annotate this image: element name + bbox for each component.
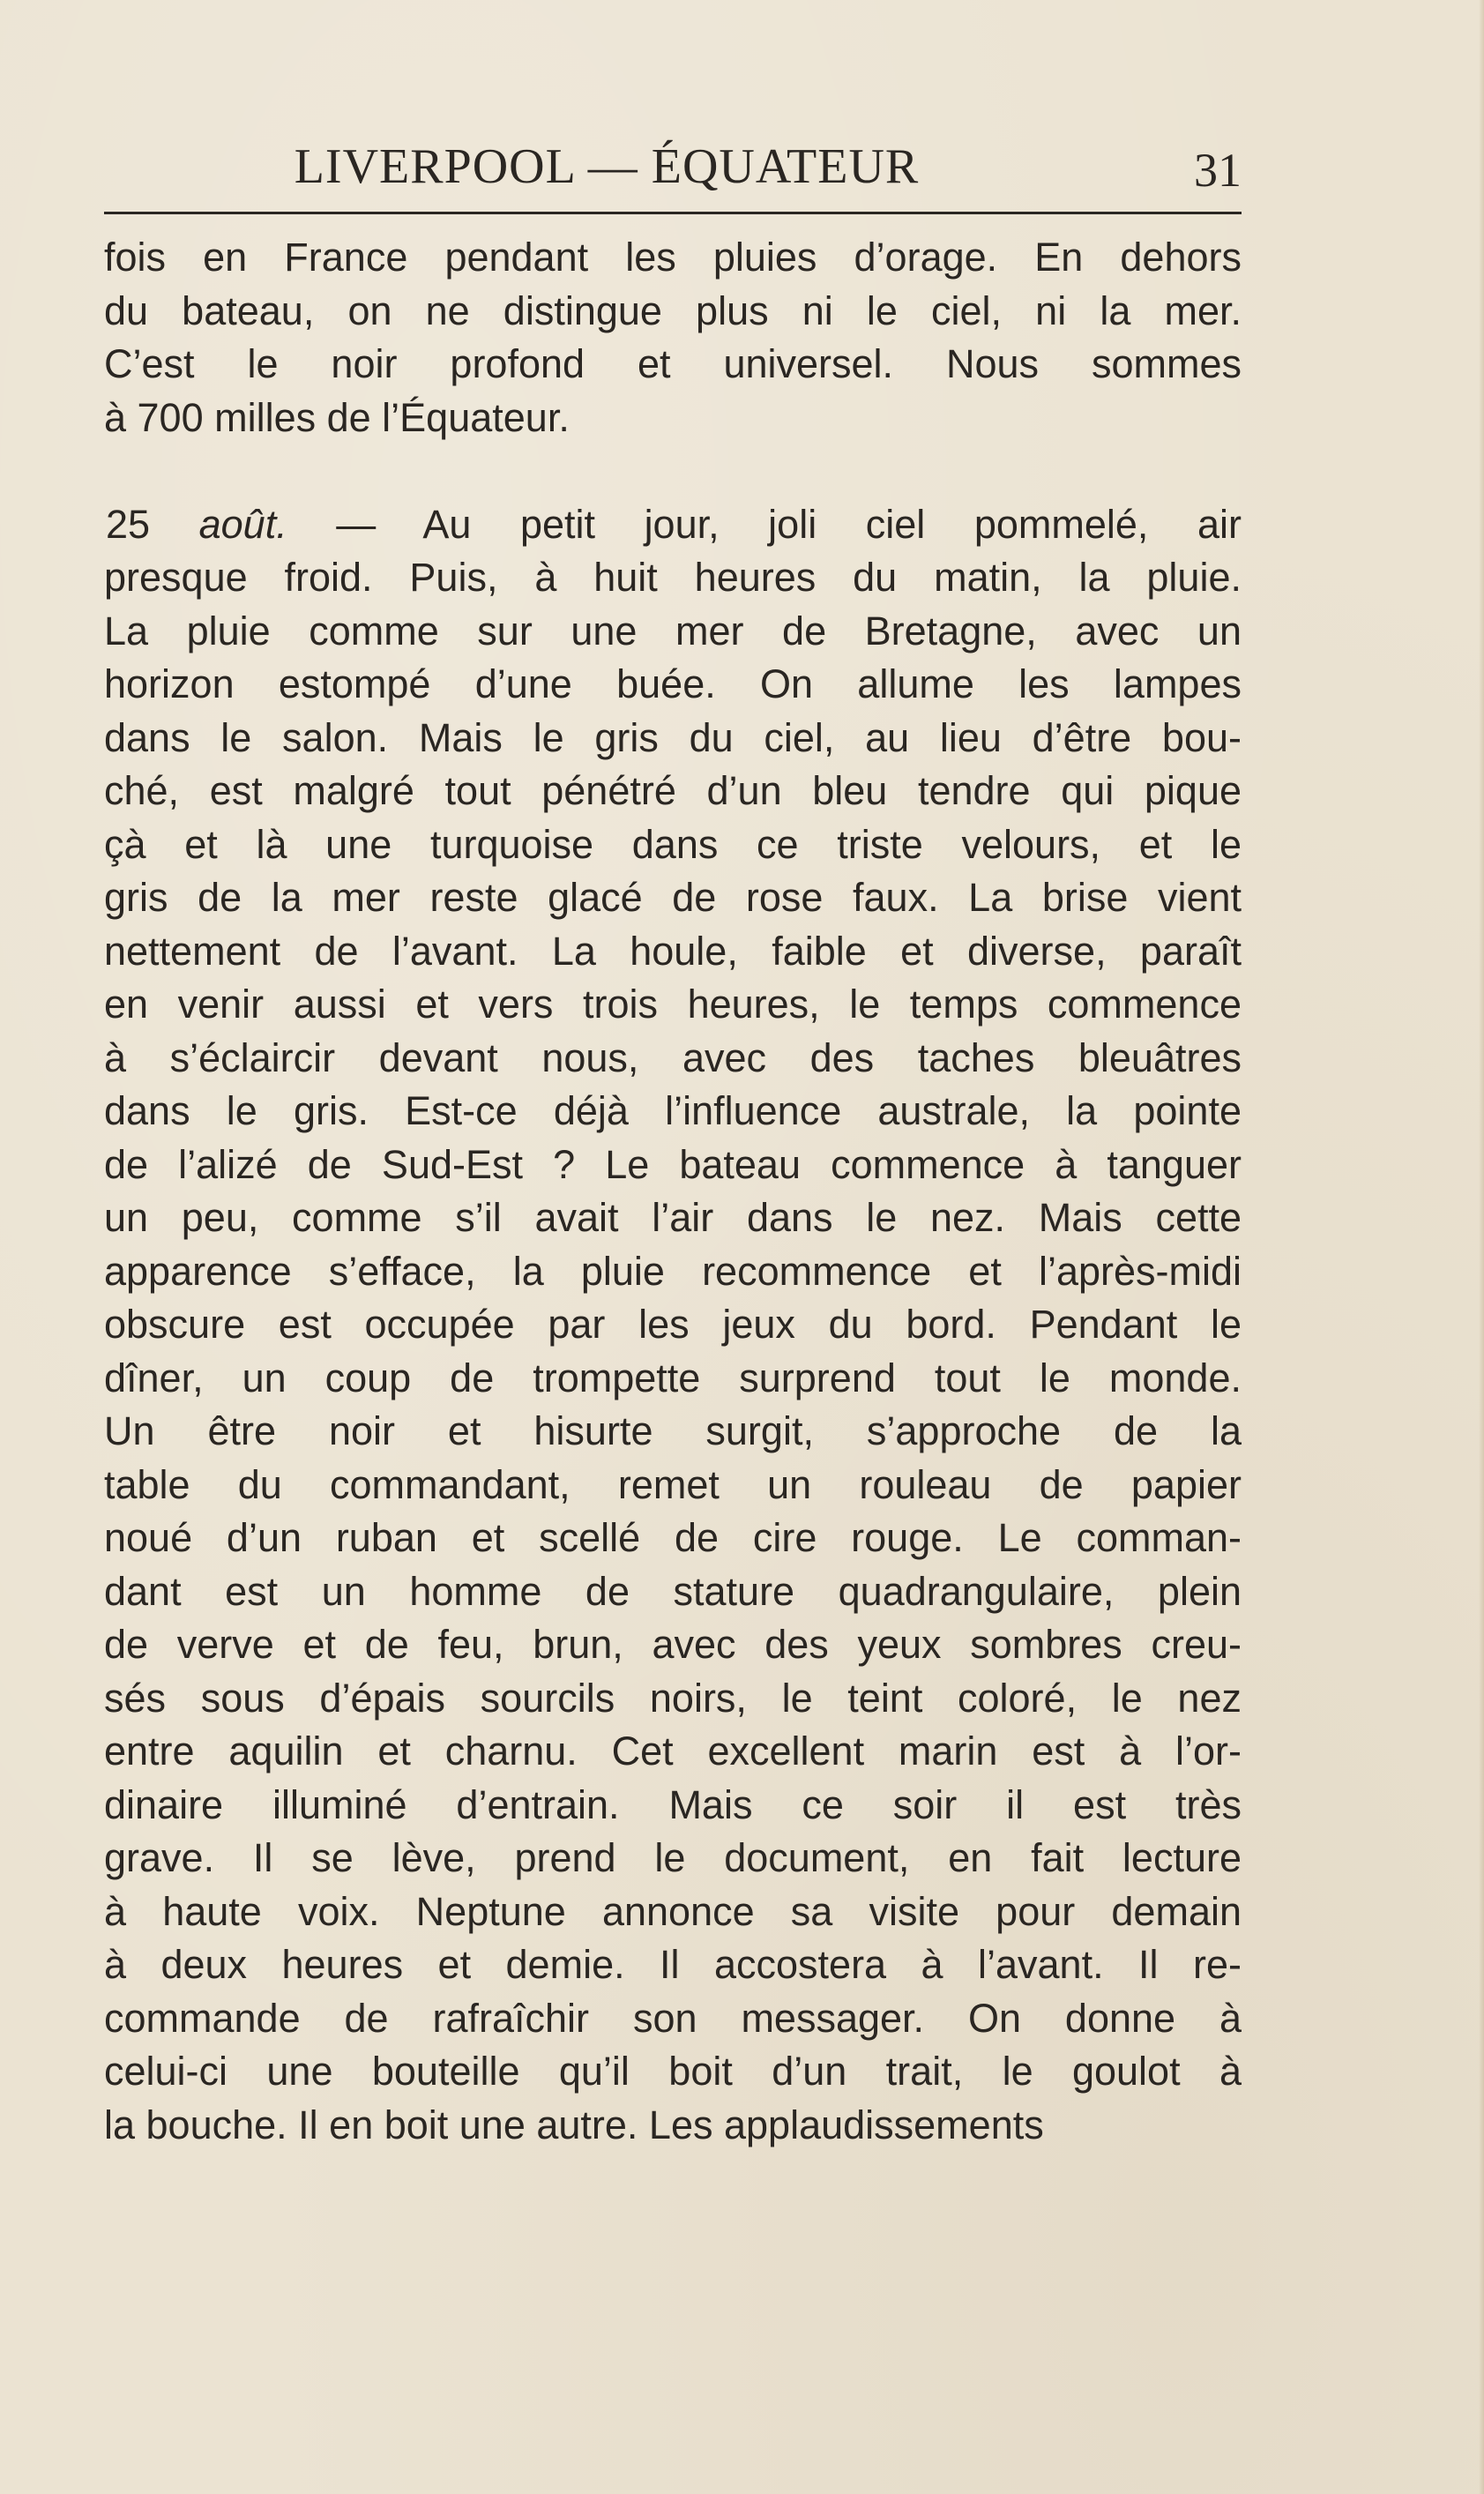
- text-line: dîner, un coup de trompette surprend tout le monde.: [104, 1355, 1242, 1400]
- text-line: presque froid. Puis, à huit heures du matin, la pluie.: [104, 555, 1242, 600]
- text-line: celui-ci une bouteille qu’il boit d’un trait, le goulot à: [104, 2049, 1242, 2094]
- text-line: entre aquilin et charnu. Cet excellent marin est à l’or-: [104, 1729, 1242, 1773]
- text-line: à 700 milles de l’Équateur.: [104, 394, 570, 440]
- text-line: à deux heures et demie. Il accostera à l’avant. Il re-: [104, 1942, 1242, 1987]
- text-line: dant est un homme de stature quadrangulaire, plein: [104, 1568, 1242, 1614]
- text-line: dinaire illuminé d’entrain. Mais ce soir il est très: [104, 1781, 1242, 1827]
- text-line: La pluie comme sur une mer de Bretagne, avec un: [104, 608, 1242, 653]
- date-month: août.: [198, 501, 287, 547]
- paragraph-gap: [104, 444, 1242, 498]
- running-header: [104, 132, 1242, 212]
- text-line: horizon estompé d’une buée. On allume les lampes: [104, 661, 1242, 706]
- text-line: sés sous d’épais sourcils noirs, le teint coloré, le nez: [104, 1675, 1242, 1721]
- paragraph-1: [104, 231, 1242, 444]
- paragraph-2: [104, 498, 1242, 2153]
- text-line: en venir aussi et vers trois heures, le temps commence: [104, 982, 1242, 1027]
- text-line: Un être noir et hisurte surgit, s’approche de la: [104, 1408, 1242, 1453]
- running-title: LIVERPOOL — ÉQUATEUR: [294, 139, 920, 194]
- text-line: table du commandant, remet un rouleau de papier: [104, 1461, 1242, 1507]
- text-line: grave. Il se lève, prend le document, en fait lecture: [104, 1835, 1242, 1880]
- text-line: à haute voix. Neptune annonce sa visite pour demain: [104, 1888, 1242, 1934]
- text-line: ché, est malgré tout pénétré d’un bleu tendre qui pique: [104, 768, 1242, 813]
- text-line: dans le gris. Est-ce déjà l’influence australe, la pointe: [104, 1088, 1242, 1133]
- text-line: dans le salon. Mais le gris du ciel, au lieu d’être bou-: [104, 714, 1242, 760]
- header-rule: [104, 212, 1242, 214]
- text-line: çà et là une turquoise dans ce triste velours, et le: [104, 821, 1242, 867]
- text-line: commande de rafraîchir son messager. On donne à: [104, 1995, 1242, 2041]
- page-edge-shadow: [1479, 0, 1484, 2494]
- text-line: de l’alizé de Sud-Est ? Le bateau commence à tanguer: [104, 1141, 1242, 1187]
- first-line-text: — Au petit jour, joli ciel pommelé, air: [336, 501, 1242, 547]
- text-line: de verve et de feu, brun, avec des yeux sombres creu-: [104, 1622, 1242, 1667]
- text-line: obscure est occupée par les jeux du bord. Pendant le: [104, 1302, 1242, 1347]
- text-line: fois en France pendant les pluies d’orage. En dehors: [104, 235, 1242, 280]
- text-line: la bouche. Il en boit une autre. Les applaudissements: [104, 2102, 1044, 2147]
- text-line: nettement de l’avant. La houle, faible et diverse, paraît: [104, 928, 1242, 974]
- text-line: à s’éclaircir devant nous, avec des taches bleuâtres: [104, 1034, 1242, 1080]
- text-line: un peu, comme s’il avait l’air dans le nez. Mais cette: [104, 1195, 1242, 1240]
- page-number: 31: [1194, 144, 1242, 197]
- text-line: gris de la mer reste glacé de rose faux. La brise vient: [104, 875, 1242, 920]
- date-day: 25: [106, 501, 151, 547]
- text-line: noué d’un ruban et scellé de cire rouge. Le comman-: [104, 1515, 1242, 1560]
- text-line: C’est le noir profond et universel. Nous sommes: [104, 341, 1242, 386]
- dated-first-line: [104, 498, 1242, 552]
- text-line: du bateau, on ne distingue plus ni le ciel, ni la mer.: [104, 287, 1242, 333]
- body-text: [104, 231, 1242, 2152]
- text-line: apparence s’efface, la pluie recommence et l’après-midi: [104, 1248, 1242, 1294]
